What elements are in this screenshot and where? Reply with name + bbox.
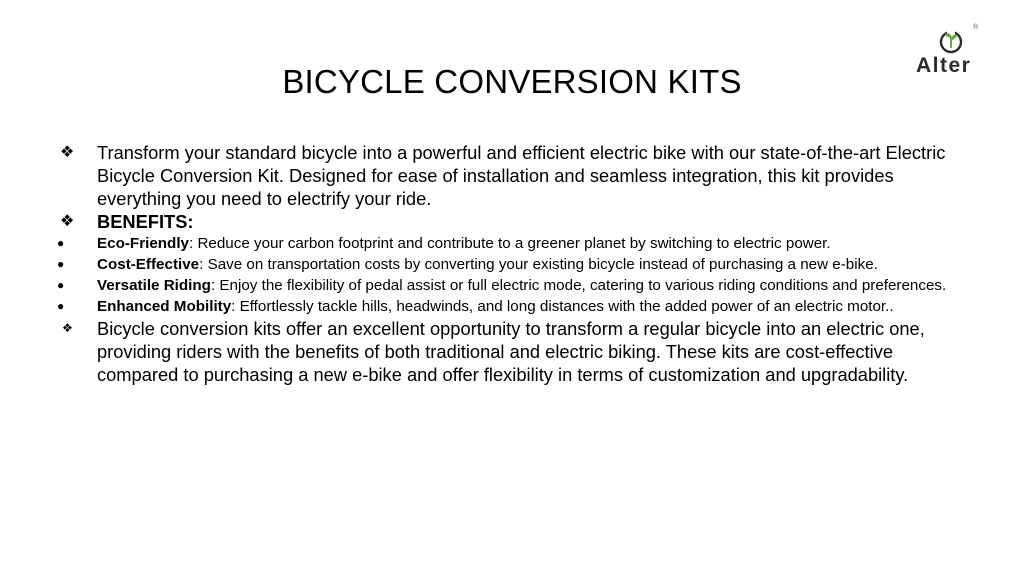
benefits-heading: BENEFITS: — [97, 211, 194, 232]
benefit-item-enhanced-mobility — [56, 296, 961, 317]
round-bullet-icon: ● — [57, 278, 65, 292]
intro-item — [56, 141, 961, 210]
slide-content — [56, 141, 961, 386]
diamond-bullet-icon: ❖ — [62, 321, 73, 335]
conclusion-text: Bicycle conversion kits offer an excellent opportunity to transform a regular bicycle into an electric one, providing riders with the benefits of both traditional and electric biking. These kits are cost-effective compared to purchasing a new e-bike and offer flexibility in terms of customization and upgradability. — [97, 318, 925, 385]
round-bullet-icon: ● — [57, 236, 65, 250]
diamond-bullet-icon: ❖ — [60, 213, 75, 230]
diamond-bullet-icon: ❖ — [60, 144, 75, 161]
plug-leaf-icon — [935, 27, 967, 55]
slide-title: BICYCLE CONVERSION KITS — [282, 63, 742, 100]
benefit-item-cost-effective — [56, 254, 961, 275]
benefit-item-versatile-riding — [56, 275, 961, 296]
benefit-item-eco-friendly — [56, 233, 961, 254]
round-bullet-icon: ● — [57, 257, 65, 271]
registered-mark: ® — [973, 24, 979, 31]
round-bullet-icon: ● — [57, 299, 65, 313]
benefit-text: : Enjoy the flexibility of pedal assist or full electric mode, catering to various riding conditions and preferences. — [210, 277, 947, 294]
benefit-text: : Save on transportation costs by converting your existing bicycle instead of purchasing a new e-bike. — [199, 256, 878, 273]
benefit-text: : Reduce your carbon footprint and contribute to a greener planet by switching to electric power. — [189, 235, 831, 252]
benefit-term: Cost-Effective — [97, 256, 200, 273]
benefit-term: Versatile Riding — [97, 277, 211, 294]
benefit-text: : Effortlessly tackle hills, headwinds, and long distances with the added power of an electric motor.. — [231, 298, 894, 315]
benefit-term: Enhanced Mobility — [97, 298, 232, 315]
benefit-term: Eco-Friendly — [97, 235, 189, 252]
benefits-heading-item — [56, 210, 961, 233]
intro-text: Transform your standard bicycle into a powerful and efficient electric bike with our state-of-the-art Electric Bicycle Conversion Kit. Designed for ease of installation and seamless integration, this kit provides everything you need to electrify your ride. — [97, 142, 946, 209]
logo-text: Alter — [916, 54, 972, 77]
conclusion-item — [56, 317, 961, 386]
